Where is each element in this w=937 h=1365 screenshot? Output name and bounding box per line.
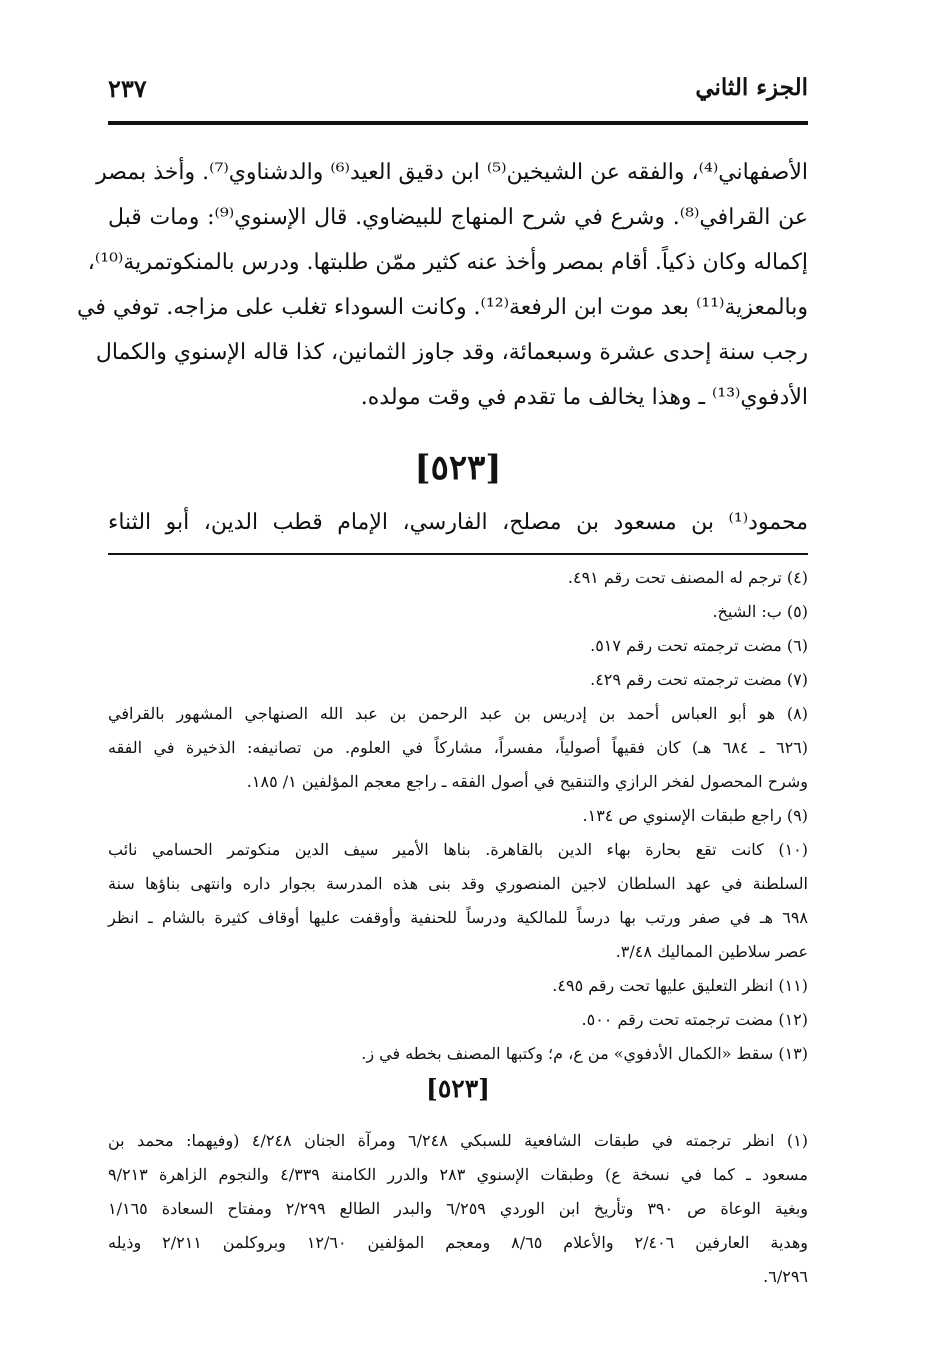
- footnote-line: السلطنة في عهد السلطان لاجين المنصوري وقد بنى هذه المدرسة بجوار داره وانتهى بناؤها سنة: [108, 874, 808, 893]
- footnote-rule: [108, 553, 808, 555]
- body-line: إكماله وكان ذكياً. أقام بمصر وأخذ عنه كثير ممّن طلبتها. ودرس بالمنكوتمرية⁽¹⁰⁾،: [87, 250, 808, 275]
- footnote-line: (١١) انظر التعليق عليها تحت رقم ٤٩٥.: [552, 976, 808, 995]
- body-line: الأصفهاني⁽⁴⁾، والفقه عن الشيخين⁽⁵⁾ ابن دقيق العيد⁽⁶⁾ والدشناوي⁽⁷⁾. وأخذ بمصر: [96, 160, 808, 185]
- footnote-line: (١) انظر ترجمته في طبقات الشافعية للسبكي ٦/٢٤٨ ومرآة الجنان ٤/٢٤٨ (وفيهما: محمد بن: [108, 1131, 808, 1150]
- header-rule: [108, 121, 808, 125]
- body-line: عن القرافي⁽⁸⁾. وشرع في شرح المنهاج للبيضاوي. قال الإسنوي⁽⁹⁾: ومات قبل: [108, 205, 808, 230]
- footnote-line: (١٠) كانت تقع بحارة بهاء الدين بالقاهرة. بناها الأمير سيف الدين منكوتمر الحسامي نائب: [108, 840, 809, 859]
- body-line: رجب سنة إحدى عشرة وسبعمائة، وقد جاوز الثمانين، كذا قاله الإسنوي والكمال: [95, 340, 808, 365]
- footnote-section-number: [٥٢٣]: [426, 1074, 490, 1103]
- footnote-line: (١٢) مضت ترجمته تحت رقم ٥٠٠.: [581, 1010, 808, 1029]
- footnote-line: (٨) هو أبو العباس أحمد بن إدريس بن عبد الرحمن بن عبد الله الصنهاجي المشهور بالقرافي: [108, 704, 808, 723]
- body-line: وبالمعزية⁽¹¹⁾ بعد موت ابن الرفعة⁽¹²⁾. وكانت السوداء تغلب على مزاجه. توفي في: [77, 295, 808, 320]
- footnote-line: (٦٢٦ ـ ٦٨٤ هـ) كان فقيهاً أصولياً، مفسراً، مشاركاً في العلوم. من تصانيفه: الذخيرة في الفقه: [108, 738, 809, 757]
- running-header: [108, 70, 808, 110]
- footnote-line: ٦/٢٩٦.: [763, 1267, 808, 1286]
- footnote-line: عصر سلاطين المماليك ٣/٤٨.: [615, 942, 808, 961]
- footnote-line: (٤) ترجم له المصنف تحت رقم ٤٩١.: [567, 568, 808, 587]
- footnote-line: وهدية العارفين ٢/٤٠٦ والأعلام ٨/٦٥ ومعجم المؤلفين ١٢/٦٠ وبروكلمن ٢/٢١١ وذيله: [108, 1233, 809, 1252]
- footnote-line: وبغية الوعاة ص ٣٩٠ وتأريخ ابن الوردي ٦/٢٥٩ والبدر الطالع ٢/٢٩٩ ومفتاح السعادة ١/١٦٥: [108, 1199, 809, 1218]
- footnotes-list-2: [108, 1124, 808, 1294]
- entry-intro: محمود⁽¹⁾ بن مسعود بن مصلح، الفارسي، الإمام قطب الدين، أبو الثناء: [108, 510, 808, 535]
- part-title: الجزء الثاني: [695, 74, 808, 101]
- footnote-line: (٩) راجع طبقات الإسنوي ص ١٣٤.: [582, 806, 808, 825]
- footnote-line: مسعود ـ كما في نسخة ع) وطبقات الإسنوي ٢٨٣ والدرر الكامنة ٤/٣٣٩ والنجوم الزاهرة ٩/٢١٣: [108, 1165, 809, 1184]
- footnotes-list: [108, 561, 808, 1071]
- footnote-line: (١٣) سقط «الكمال الأدفوي» من ع، م؛ وكتبها المصنف بخطه في ز.: [361, 1044, 808, 1063]
- body-line: الأدفوي⁽¹³⁾ ـ وهذا يخالف ما تقدم في وقت مولده.: [360, 385, 808, 410]
- footnote-line: وشرح المحصول لفخر الرازي والتنقيح في أصول الفقه ـ راجع معجم المؤلفين ١/ ١٨٥.: [246, 772, 808, 791]
- footnote-line: (٥) ب: الشيخ.: [712, 602, 808, 621]
- footnote-line: ٦٩٨ هـ في صفر ورتب بها درساً للمالكية ودرساً للحنفية وأوقفت عليها أوقاف كثيرة بالشام ـ انظر: [108, 908, 808, 927]
- entry-number: [٥٢٣]: [414, 448, 502, 488]
- page-number: ٢٣٧: [108, 74, 147, 103]
- main-text: [77, 150, 808, 420]
- footnote-line: (٧) مضت ترجمته تحت رقم ٤٢٩.: [590, 670, 808, 689]
- footnote-line: (٦) مضت ترجمته تحت رقم ٥١٧.: [590, 636, 808, 655]
